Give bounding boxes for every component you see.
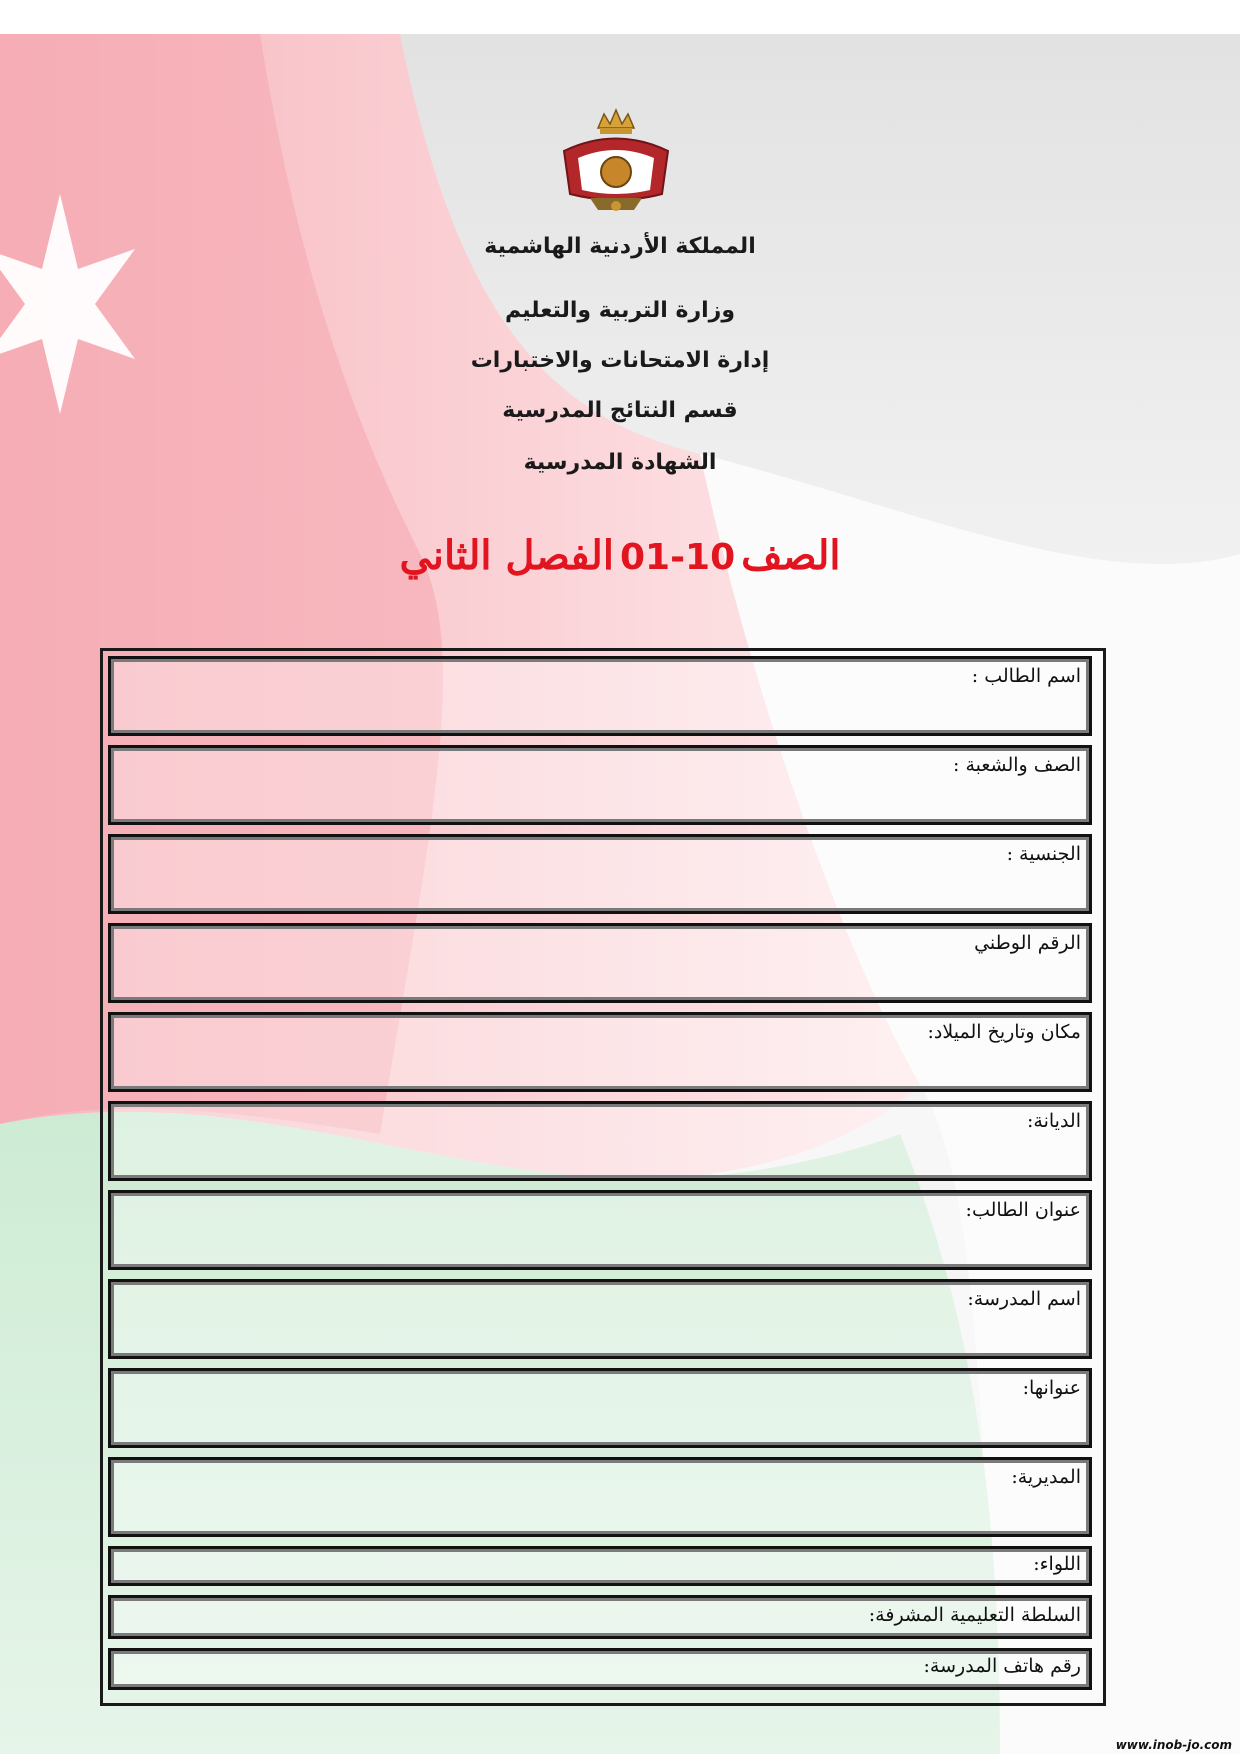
- certificate-page: [0, 34, 1240, 1754]
- field-label: الجنسية :: [1006, 843, 1081, 865]
- certificate-title: الشهادة المدرسية: [523, 450, 717, 475]
- field-birth-place-date[interactable]: [108, 1012, 1092, 1092]
- field-label: اسم الطالب :: [971, 665, 1081, 687]
- field-religion[interactable]: [108, 1101, 1092, 1181]
- field-label: عنوانها:: [1022, 1377, 1081, 1399]
- student-info-table: [100, 648, 1106, 1706]
- field-school-name[interactable]: [108, 1279, 1092, 1359]
- field-student-name[interactable]: [108, 656, 1092, 736]
- field-label: المديرية:: [1011, 1466, 1081, 1488]
- field-label: الرقم الوطني: [974, 932, 1081, 954]
- field-school-address[interactable]: [108, 1368, 1092, 1448]
- ministry-title: وزارة التربية والتعليم: [505, 298, 735, 323]
- field-student-address[interactable]: [108, 1190, 1092, 1270]
- field-supervising-authority[interactable]: [108, 1595, 1092, 1639]
- section-title: قسم النتائج المدرسية: [502, 398, 738, 423]
- field-label: اسم المدرسة:: [967, 1288, 1081, 1310]
- department-title: إدارة الامتحانات والاختبارات: [470, 348, 770, 373]
- semester-label: الفصل الثاني: [399, 532, 614, 579]
- footer-url: www.inob-jo.com: [1115, 1738, 1232, 1752]
- grade-prefix: الصف: [741, 532, 841, 579]
- field-label: الصف والشعبة :: [953, 754, 1081, 776]
- coat-of-arms-icon: [554, 106, 678, 216]
- field-school-phone[interactable]: [108, 1648, 1092, 1690]
- grade-number: 10-01: [619, 537, 736, 578]
- kingdom-title: المملكة الأردنية الهاشمية: [484, 234, 756, 259]
- field-label: الديانة:: [1027, 1110, 1081, 1132]
- grade-title: [0, 532, 1240, 579]
- field-label: السلطة التعليمية المشرفة:: [868, 1604, 1081, 1626]
- field-directorate[interactable]: [108, 1457, 1092, 1537]
- field-label: عنوان الطالب:: [965, 1199, 1081, 1221]
- field-district[interactable]: [108, 1546, 1092, 1586]
- field-national-id[interactable]: [108, 923, 1092, 1003]
- field-label: رقم هاتف المدرسة:: [923, 1655, 1081, 1677]
- field-label: مكان وتاريخ الميلاد:: [927, 1021, 1081, 1043]
- field-class-section[interactable]: [108, 745, 1092, 825]
- field-label: اللواء:: [1033, 1553, 1081, 1575]
- field-nationality[interactable]: [108, 834, 1092, 914]
